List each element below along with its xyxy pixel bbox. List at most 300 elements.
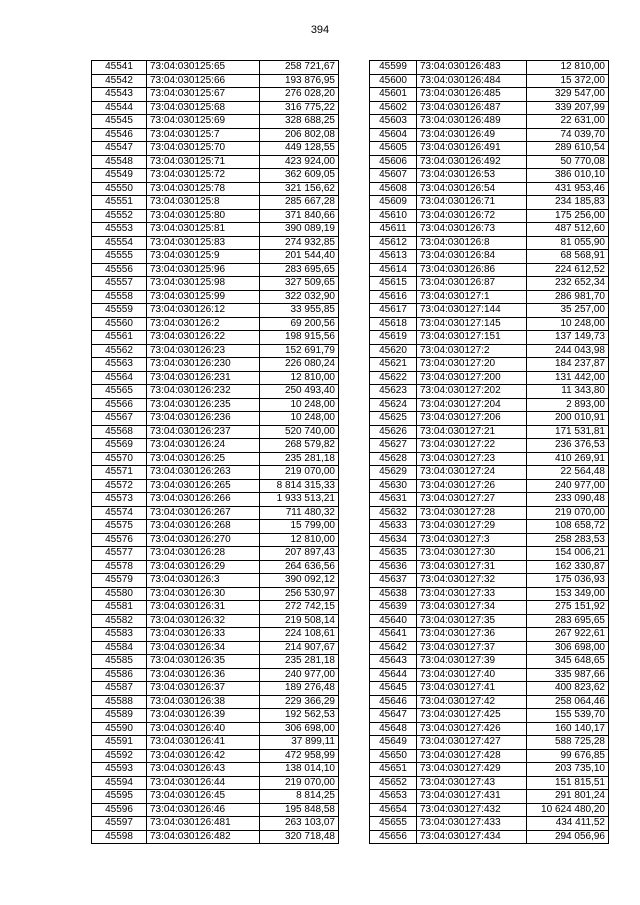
table-row [92, 493, 339, 507]
cadastral-number: 73:04:030127:30 [417, 547, 527, 561]
cadastral-number: 73:04:030126:487 [417, 101, 527, 115]
cadastral-number: 73:04:030126:49 [417, 128, 527, 142]
cadastral-value-table-right [369, 60, 609, 844]
row-number: 45587 [92, 682, 147, 696]
cadastral-number: 73:04:030127:432 [417, 803, 527, 817]
cadastral-value: 322 032,90 [260, 290, 339, 304]
row-number: 45566 [92, 398, 147, 412]
cadastral-number: 73:04:030127:206 [417, 412, 527, 426]
cadastral-value: 449 128,55 [260, 142, 339, 156]
cadastral-number: 73:04:030127:429 [417, 763, 527, 777]
row-number: 45639 [370, 601, 417, 615]
cadastral-number: 73:04:030126:28 [147, 547, 260, 561]
cadastral-value: 207 897,43 [260, 547, 339, 561]
table-row [92, 290, 339, 304]
row-number: 45574 [92, 506, 147, 520]
cadastral-value: 232 652,34 [527, 277, 609, 291]
row-number: 45651 [370, 763, 417, 777]
cadastral-value: 289 610,54 [527, 142, 609, 156]
row-number: 45647 [370, 709, 417, 723]
table-row [92, 115, 339, 129]
row-number: 45636 [370, 560, 417, 574]
table-row [370, 209, 609, 223]
cadastral-number: 73:04:030127:425 [417, 709, 527, 723]
row-number: 45551 [92, 196, 147, 210]
cadastral-number: 73:04:030125:65 [147, 61, 260, 75]
cadastral-value: 184 237,87 [527, 358, 609, 372]
cadastral-number: 73:04:030127:23 [417, 452, 527, 466]
cadastral-value: 2 893,00 [527, 398, 609, 412]
cadastral-value: 195 848,58 [260, 803, 339, 817]
table-row [92, 466, 339, 480]
row-number: 45567 [92, 412, 147, 426]
table-row [92, 169, 339, 183]
cadastral-value: 198 915,56 [260, 331, 339, 345]
cadastral-value: 520 740,00 [260, 425, 339, 439]
cadastral-number: 73:04:030126:231 [147, 371, 260, 385]
cadastral-number: 73:04:030126:484 [417, 74, 527, 88]
row-number: 45623 [370, 385, 417, 399]
row-number: 45584 [92, 641, 147, 655]
cadastral-number: 73:04:030126:37 [147, 682, 260, 696]
cadastral-number: 73:04:030127:431 [417, 790, 527, 804]
table-row [92, 722, 339, 736]
table-row [370, 236, 609, 250]
cadastral-number: 73:04:030126:72 [417, 209, 527, 223]
cadastral-number: 73:04:030125:80 [147, 209, 260, 223]
table-row [370, 817, 609, 831]
cadastral-number: 73:04:030125:69 [147, 115, 260, 129]
cadastral-value: 234 185,83 [527, 196, 609, 210]
cadastral-value: 264 636,56 [260, 560, 339, 574]
cadastral-value: 200 010,91 [527, 412, 609, 426]
cadastral-number: 73:04:030126:485 [417, 88, 527, 102]
table-row [92, 641, 339, 655]
row-number: 45648 [370, 722, 417, 736]
cadastral-number: 73:04:030127:41 [417, 682, 527, 696]
cadastral-number: 73:04:030127:29 [417, 520, 527, 534]
table-row [370, 776, 609, 790]
cadastral-number: 73:04:030126:25 [147, 452, 260, 466]
cadastral-number: 73:04:030126:42 [147, 749, 260, 763]
table-row [92, 817, 339, 831]
cadastral-number: 73:04:030126:268 [147, 520, 260, 534]
table-row [370, 196, 609, 210]
table-row [92, 533, 339, 547]
cadastral-value: 12 810,00 [260, 533, 339, 547]
row-number: 45612 [370, 236, 417, 250]
table-row [92, 236, 339, 250]
cadastral-number: 73:04:030126:230 [147, 358, 260, 372]
table-row [92, 830, 339, 844]
cadastral-number: 73:04:030126:44 [147, 776, 260, 790]
cadastral-number: 73:04:030127:28 [417, 506, 527, 520]
row-number: 45643 [370, 655, 417, 669]
table-row [370, 425, 609, 439]
cadastral-number: 73:04:030127:2 [417, 344, 527, 358]
cadastral-value: 99 676,85 [527, 749, 609, 763]
table-row [370, 749, 609, 763]
cadastral-number: 73:04:030126:24 [147, 439, 260, 453]
row-number: 45558 [92, 290, 147, 304]
cadastral-number: 73:04:030126:36 [147, 668, 260, 682]
cadastral-number: 73:04:030127:32 [417, 574, 527, 588]
cadastral-number: 73:04:030126:8 [417, 236, 527, 250]
cadastral-number: 73:04:030127:34 [417, 601, 527, 615]
table-row [92, 520, 339, 534]
cadastral-number: 73:04:030126:40 [147, 722, 260, 736]
cadastral-value: 258 721,67 [260, 61, 339, 75]
table-row [92, 614, 339, 628]
cadastral-value: 487 512,60 [527, 223, 609, 237]
cadastral-value: 131 442,00 [527, 371, 609, 385]
cadastral-value: 250 493,40 [260, 385, 339, 399]
cadastral-number: 73:04:030125:96 [147, 263, 260, 277]
row-number: 45606 [370, 155, 417, 169]
cadastral-value: 22 631,00 [527, 115, 609, 129]
row-number: 45588 [92, 695, 147, 709]
row-number: 45590 [92, 722, 147, 736]
cadastral-value: 711 480,32 [260, 506, 339, 520]
row-number: 45601 [370, 88, 417, 102]
table-row [92, 695, 339, 709]
row-number: 45618 [370, 317, 417, 331]
table-row [370, 277, 609, 291]
table-row [370, 331, 609, 345]
table-row [92, 209, 339, 223]
cadastral-number: 73:04:030127:434 [417, 830, 527, 844]
row-number: 45564 [92, 371, 147, 385]
cadastral-number: 73:04:030125:71 [147, 155, 260, 169]
table-row [370, 533, 609, 547]
cadastral-value: 8 814,25 [260, 790, 339, 804]
table-row [370, 668, 609, 682]
row-number: 45640 [370, 614, 417, 628]
cadastral-value: 193 876,95 [260, 74, 339, 88]
row-number: 45544 [92, 101, 147, 115]
table-row [92, 385, 339, 399]
table-row [370, 74, 609, 88]
cadastral-value: 256 530,97 [260, 587, 339, 601]
row-number: 45627 [370, 439, 417, 453]
cadastral-number: 73:04:030127:20 [417, 358, 527, 372]
row-number: 45605 [370, 142, 417, 156]
cadastral-value: 400 823,62 [527, 682, 609, 696]
row-number: 45597 [92, 817, 147, 831]
page-number: 394 [310, 24, 330, 36]
cadastral-value: 22 564,48 [527, 466, 609, 480]
cadastral-value: 37 899,11 [260, 736, 339, 750]
cadastral-value: 345 648,65 [527, 655, 609, 669]
cadastral-number: 73:04:030126:482 [147, 830, 260, 844]
row-number: 45620 [370, 344, 417, 358]
cadastral-number: 73:04:030125:66 [147, 74, 260, 88]
table-row [92, 587, 339, 601]
cadastral-value-table-left [91, 60, 339, 844]
cadastral-value: 68 568,91 [527, 250, 609, 264]
table-row [370, 587, 609, 601]
cadastral-number: 73:04:030126:35 [147, 655, 260, 669]
cadastral-number: 73:04:030127:27 [417, 493, 527, 507]
table-row [92, 736, 339, 750]
cadastral-number: 73:04:030127:433 [417, 817, 527, 831]
cadastral-value: 69 200,56 [260, 317, 339, 331]
cadastral-value: 306 698,00 [260, 722, 339, 736]
cadastral-value: 203 735,10 [527, 763, 609, 777]
row-number: 45644 [370, 668, 417, 682]
cadastral-number: 73:04:030126:46 [147, 803, 260, 817]
cadastral-value: 15 799,00 [260, 520, 339, 534]
cadastral-value: 10 248,00 [260, 398, 339, 412]
cadastral-value: 263 103,07 [260, 817, 339, 831]
row-number: 45628 [370, 452, 417, 466]
table-row [92, 412, 339, 426]
row-number: 45595 [92, 790, 147, 804]
table-row [370, 641, 609, 655]
row-number: 45599 [370, 61, 417, 75]
table-row [370, 655, 609, 669]
table-row [370, 628, 609, 642]
cadastral-number: 73:04:030125:68 [147, 101, 260, 115]
cadastral-value: 8 814 315,33 [260, 479, 339, 493]
cadastral-number: 73:04:030127:35 [417, 614, 527, 628]
row-number: 45582 [92, 614, 147, 628]
row-number: 45619 [370, 331, 417, 345]
table-row [92, 196, 339, 210]
row-number: 45635 [370, 547, 417, 561]
cadastral-number: 73:04:030125:70 [147, 142, 260, 156]
row-number: 45561 [92, 331, 147, 345]
row-number: 45655 [370, 817, 417, 831]
table-body-right [370, 61, 609, 844]
row-number: 45629 [370, 466, 417, 480]
row-number: 45614 [370, 263, 417, 277]
cadastral-value: 285 667,28 [260, 196, 339, 210]
row-number: 45580 [92, 587, 147, 601]
cadastral-number: 73:04:030126:30 [147, 587, 260, 601]
cadastral-value: 431 953,46 [527, 182, 609, 196]
row-number: 45624 [370, 398, 417, 412]
row-number: 45645 [370, 682, 417, 696]
row-number: 45553 [92, 223, 147, 237]
row-number: 45604 [370, 128, 417, 142]
cadastral-number: 73:04:030126:45 [147, 790, 260, 804]
cadastral-value: 160 140,17 [527, 722, 609, 736]
row-number: 45649 [370, 736, 417, 750]
cadastral-value: 274 932,85 [260, 236, 339, 250]
cadastral-number: 73:04:030126:53 [417, 169, 527, 183]
table-row [92, 709, 339, 723]
row-number: 45646 [370, 695, 417, 709]
row-number: 45581 [92, 601, 147, 615]
table-row [370, 547, 609, 561]
row-number: 45585 [92, 655, 147, 669]
cadastral-value: 258 064,46 [527, 695, 609, 709]
table-row [370, 520, 609, 534]
table-row [92, 628, 339, 642]
table-row [92, 101, 339, 115]
row-number: 45575 [92, 520, 147, 534]
cadastral-number: 73:04:030126:39 [147, 709, 260, 723]
cadastral-number: 73:04:030127:39 [417, 655, 527, 669]
row-number: 45572 [92, 479, 147, 493]
row-number: 45626 [370, 425, 417, 439]
table-row [92, 344, 339, 358]
cadastral-value: 137 149,73 [527, 331, 609, 345]
cadastral-value: 306 698,00 [527, 641, 609, 655]
table-row [370, 709, 609, 723]
table-row [370, 263, 609, 277]
row-number: 45556 [92, 263, 147, 277]
cadastral-number: 73:04:030126:232 [147, 385, 260, 399]
cadastral-value: 108 658,72 [527, 520, 609, 534]
cadastral-value: 320 718,48 [260, 830, 339, 844]
row-number: 45617 [370, 304, 417, 318]
row-number: 45650 [370, 749, 417, 763]
cadastral-value: 235 281,18 [260, 452, 339, 466]
cadastral-value: 81 055,90 [527, 236, 609, 250]
cadastral-value: 236 376,53 [527, 439, 609, 453]
cadastral-number: 73:04:030127:40 [417, 668, 527, 682]
row-number: 45615 [370, 277, 417, 291]
row-number: 45625 [370, 412, 417, 426]
table-row [370, 466, 609, 480]
cadastral-value: 219 070,00 [527, 506, 609, 520]
table-row [92, 506, 339, 520]
cadastral-number: 73:04:030127:144 [417, 304, 527, 318]
cadastral-value: 10 248,00 [527, 317, 609, 331]
cadastral-number: 73:04:030125:9 [147, 250, 260, 264]
table-row [370, 371, 609, 385]
cadastral-value: 275 151,92 [527, 601, 609, 615]
row-number: 45552 [92, 209, 147, 223]
row-number: 45596 [92, 803, 147, 817]
cadastral-value: 283 695,65 [527, 614, 609, 628]
cadastral-value: 35 257,00 [527, 304, 609, 318]
cadastral-number: 73:04:030127:145 [417, 317, 527, 331]
cadastral-number: 73:04:030125:99 [147, 290, 260, 304]
row-number: 45562 [92, 344, 147, 358]
cadastral-value: 329 547,00 [527, 88, 609, 102]
table-row [370, 439, 609, 453]
table-row [92, 61, 339, 75]
cadastral-number: 73:04:030126:235 [147, 398, 260, 412]
row-number: 45652 [370, 776, 417, 790]
row-number: 45594 [92, 776, 147, 790]
row-number: 45555 [92, 250, 147, 264]
row-number: 45613 [370, 250, 417, 264]
table-row [92, 142, 339, 156]
table-row [92, 371, 339, 385]
cadastral-number: 73:04:030127:33 [417, 587, 527, 601]
row-number: 45547 [92, 142, 147, 156]
table-row [370, 223, 609, 237]
row-number: 45591 [92, 736, 147, 750]
table-row [370, 358, 609, 372]
cadastral-value: 328 688,25 [260, 115, 339, 129]
cadastral-value: 588 725,28 [527, 736, 609, 750]
cadastral-value: 316 775,22 [260, 101, 339, 115]
cadastral-number: 73:04:030126:31 [147, 601, 260, 615]
row-number: 45593 [92, 763, 147, 777]
table-body-left [92, 61, 339, 844]
row-number: 45638 [370, 587, 417, 601]
table-row [370, 142, 609, 156]
cadastral-value: 154 006,21 [527, 547, 609, 561]
row-number: 45541 [92, 61, 147, 75]
cadastral-number: 73:04:030126:33 [147, 628, 260, 642]
cadastral-number: 73:04:030126:84 [417, 250, 527, 264]
row-number: 45542 [92, 74, 147, 88]
row-number: 45598 [92, 830, 147, 844]
cadastral-value: 192 562,53 [260, 709, 339, 723]
cadastral-value: 171 531,81 [527, 425, 609, 439]
table-row [370, 412, 609, 426]
cadastral-number: 73:04:030126:2 [147, 317, 260, 331]
table-row [370, 722, 609, 736]
row-number: 45578 [92, 560, 147, 574]
cadastral-value: 214 907,67 [260, 641, 339, 655]
cadastral-value: 335 987,66 [527, 668, 609, 682]
cadastral-number: 73:04:030125:72 [147, 169, 260, 183]
cadastral-value: 240 977,00 [527, 479, 609, 493]
cadastral-number: 73:04:030126:236 [147, 412, 260, 426]
table-row [92, 331, 339, 345]
cadastral-number: 73:04:030126:54 [417, 182, 527, 196]
row-number: 45546 [92, 128, 147, 142]
row-number: 45637 [370, 574, 417, 588]
cadastral-value: 386 010,10 [527, 169, 609, 183]
cadastral-value: 258 283,53 [527, 533, 609, 547]
cadastral-number: 73:04:030125:8 [147, 196, 260, 210]
row-number: 45610 [370, 209, 417, 223]
cadastral-number: 73:04:030126:3 [147, 574, 260, 588]
cadastral-value: 390 089,19 [260, 223, 339, 237]
row-number: 45577 [92, 547, 147, 561]
row-number: 45621 [370, 358, 417, 372]
table-row [370, 250, 609, 264]
cadastral-number: 73:04:030125:67 [147, 88, 260, 102]
cadastral-number: 73:04:030126:22 [147, 331, 260, 345]
cadastral-value: 1 933 513,21 [260, 493, 339, 507]
table-row [370, 88, 609, 102]
row-number: 45548 [92, 155, 147, 169]
cadastral-value: 362 609,05 [260, 169, 339, 183]
table-row [92, 749, 339, 763]
row-number: 45633 [370, 520, 417, 534]
cadastral-number: 73:04:030126:266 [147, 493, 260, 507]
cadastral-number: 73:04:030126:23 [147, 344, 260, 358]
row-number: 45579 [92, 574, 147, 588]
cadastral-value: 15 372,00 [527, 74, 609, 88]
cadastral-value: 276 028,20 [260, 88, 339, 102]
row-number: 45642 [370, 641, 417, 655]
table-row [370, 101, 609, 115]
cadastral-value: 283 695,65 [260, 263, 339, 277]
cadastral-value: 10 248,00 [260, 412, 339, 426]
cadastral-number: 73:04:030127:204 [417, 398, 527, 412]
table-row [92, 250, 339, 264]
cadastral-number: 73:04:030126:71 [417, 196, 527, 210]
cadastral-value: 371 840,66 [260, 209, 339, 223]
table-row [370, 61, 609, 75]
table-row [92, 88, 339, 102]
table-row [370, 398, 609, 412]
cadastral-value: 12 810,00 [260, 371, 339, 385]
table-row [92, 479, 339, 493]
row-number: 45568 [92, 425, 147, 439]
cadastral-number: 73:04:030125:81 [147, 223, 260, 237]
